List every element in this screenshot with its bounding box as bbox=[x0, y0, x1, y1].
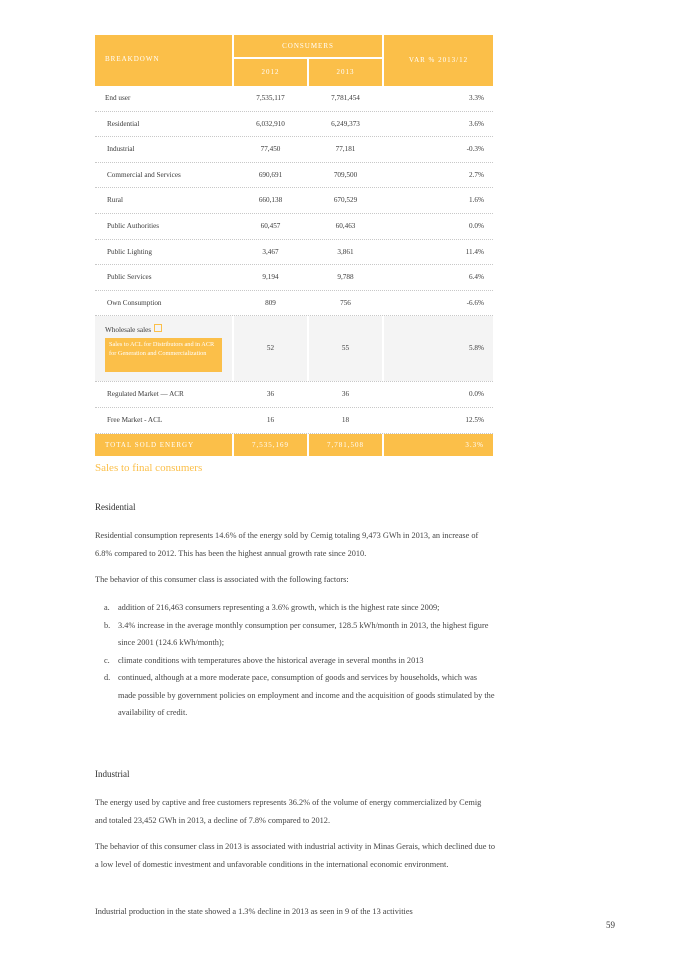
value-2013: 55 bbox=[341, 344, 350, 353]
value-2012: 690,691 bbox=[258, 170, 283, 179]
table-row bbox=[95, 112, 493, 138]
value-2013: 6,249,373 bbox=[331, 119, 360, 128]
table-row-wholesale bbox=[95, 316, 493, 382]
industrial-paragraph-3: Industrial production in the state showed a 1.3% decline in 2013 as seen in 9 of the 13 activities bbox=[95, 907, 413, 916]
total-label: TOTAL SOLD ENERGY bbox=[105, 440, 195, 449]
value-variation: 3.3% bbox=[469, 94, 484, 102]
value-2012: 36 bbox=[266, 390, 275, 399]
value-2012: 52 bbox=[266, 344, 275, 353]
table-body bbox=[95, 86, 493, 316]
header-breakdown: BREAKDOWN bbox=[105, 55, 160, 63]
value-2012: 7,535,117 bbox=[256, 94, 285, 102]
value-variation: 5.8% bbox=[469, 344, 484, 353]
table-row bbox=[95, 265, 493, 291]
list-item-text: continued, although at a more moderate pace, consumption of goods and services by households, which was made possible by government policies on employment and income and the acquisition of goods stimulated by the availability of credit. bbox=[118, 673, 495, 717]
residential-paragraph-1: Residential consumption represents 14.6% of the energy sold by Cemig totaling 9,473 GWh in 2013, an increase of 6.8% compared to 2012. This has been the highest annual growth rate since 2010. bbox=[95, 531, 479, 558]
consumers-table bbox=[95, 35, 493, 456]
list-item-text: climate conditions with temperatures above the historical average in several months in 2013 bbox=[118, 655, 424, 665]
row-label: Public Lighting bbox=[107, 247, 152, 256]
value-2013: 60,463 bbox=[335, 221, 356, 230]
value-2013: 77,181 bbox=[335, 145, 356, 154]
row-label: Public Authorities bbox=[107, 221, 160, 230]
row-label: Own Consumption bbox=[107, 298, 162, 307]
residential-paragraph-2: The behavior of this consumer class is associated with the following factors: bbox=[95, 575, 349, 584]
table-row bbox=[95, 408, 493, 434]
row-label: Free Market - ACL bbox=[107, 415, 163, 424]
value-2013: 18 bbox=[341, 415, 350, 424]
value-variation: 11.4% bbox=[465, 247, 484, 256]
value-2013: 709,500 bbox=[333, 170, 358, 179]
value-2013: 9,788 bbox=[337, 273, 354, 282]
value-2012: 60,457 bbox=[260, 221, 281, 230]
value-variation: 0.0% bbox=[469, 390, 484, 399]
wholesale-label: Wholesale sales bbox=[105, 326, 152, 335]
row-label: Industrial bbox=[107, 145, 135, 154]
total-variation: 3.3% bbox=[465, 440, 484, 449]
value-2012: 9,194 bbox=[262, 273, 279, 282]
row-label: Rural bbox=[107, 196, 123, 205]
table-body-wholesale bbox=[95, 382, 493, 433]
list-item bbox=[104, 652, 496, 670]
table-row bbox=[95, 214, 493, 240]
value-variation: 1.6% bbox=[469, 196, 484, 205]
value-2013: 756 bbox=[340, 298, 351, 307]
table-row bbox=[95, 291, 493, 317]
header-year-2013: 2013 bbox=[336, 68, 355, 76]
row-label: Regulated Market — ACR bbox=[107, 390, 184, 399]
table-header bbox=[95, 35, 493, 86]
value-variation: 6.4% bbox=[469, 273, 484, 282]
header-variation: VAR % 2013/12 bbox=[408, 56, 469, 64]
value-2012: 3,467 bbox=[262, 247, 279, 256]
value-2012: 77,450 bbox=[260, 145, 281, 154]
list-marker: a. bbox=[104, 603, 110, 612]
list-marker: d. bbox=[104, 673, 111, 682]
value-variation: -0.3% bbox=[466, 145, 484, 154]
residential-factors-list bbox=[104, 599, 496, 722]
list-item bbox=[104, 599, 496, 617]
table-row bbox=[95, 137, 493, 163]
list-item bbox=[104, 617, 496, 652]
value-2012: 6,032,910 bbox=[256, 119, 285, 128]
list-item bbox=[104, 669, 496, 722]
list-item-text: 3.4% increase in the average monthly consumption per consumer, 128.5 kWh/month in 2013, the highest figure since 2001 (124.6 kWh/month); bbox=[118, 620, 489, 647]
industrial-heading: Industrial bbox=[95, 769, 130, 779]
value-2012: 809 bbox=[265, 298, 276, 307]
section-title: Sales to final consumers bbox=[95, 462, 203, 474]
table-row bbox=[95, 86, 493, 112]
total-2012: 7,535,169 bbox=[252, 440, 289, 449]
value-2013: 3,861 bbox=[337, 247, 354, 256]
header-year-2012: 2012 bbox=[261, 68, 280, 76]
value-variation: 2.7% bbox=[469, 170, 484, 179]
industrial-paragraph-1: The energy used by captive and free customers represents 36.2% of the volume of energy commercialized by Cemig and totaled 23,452 GWh in 2013, a decline of 7.8% compared to 2012. bbox=[95, 798, 482, 825]
value-variation: 12.5% bbox=[465, 415, 484, 424]
row-label: Commercial and Services bbox=[107, 170, 181, 179]
value-variation: -6.6% bbox=[466, 298, 484, 307]
residential-heading: Residential bbox=[95, 502, 136, 512]
table-row bbox=[95, 163, 493, 189]
table-row bbox=[95, 188, 493, 214]
value-2013: 670,529 bbox=[333, 196, 358, 205]
list-marker: c. bbox=[104, 655, 110, 665]
page-number: 59 bbox=[606, 920, 615, 930]
row-label bbox=[105, 324, 162, 336]
table-row bbox=[95, 240, 493, 266]
value-2012: 16 bbox=[266, 415, 275, 424]
table-total-row bbox=[95, 434, 493, 456]
wholesale-note-tooltip: Sales to ACL for Distributors and in ACR for Generation and Commercialization bbox=[105, 338, 222, 372]
total-2013: 7,781,508 bbox=[327, 440, 364, 449]
value-variation: 0.0% bbox=[469, 221, 484, 230]
note-marker-icon[interactable] bbox=[154, 324, 162, 332]
value-2013: 7,781,454 bbox=[331, 94, 360, 102]
industrial-paragraph-2: The behavior of this consumer class in 2013 is associated with industrial activity in Minas Gerais, which declined due to a low level of domestic investment and unfavorable conditions in the international economic environment. bbox=[95, 842, 496, 869]
value-2012: 660,138 bbox=[258, 196, 283, 205]
value-variation: 3.6% bbox=[469, 119, 484, 128]
list-marker: b. bbox=[104, 620, 111, 630]
list-item-text: addition of 216,463 consumers representing a 3.6% growth, which is the highest rate since 2009; bbox=[118, 603, 440, 612]
row-label: End user bbox=[105, 94, 131, 102]
row-label: Residential bbox=[107, 119, 140, 128]
value-2013: 36 bbox=[341, 390, 350, 399]
header-consumers: CONSUMERS bbox=[282, 42, 334, 50]
table-row bbox=[95, 382, 493, 408]
row-label: Public Services bbox=[107, 273, 152, 282]
